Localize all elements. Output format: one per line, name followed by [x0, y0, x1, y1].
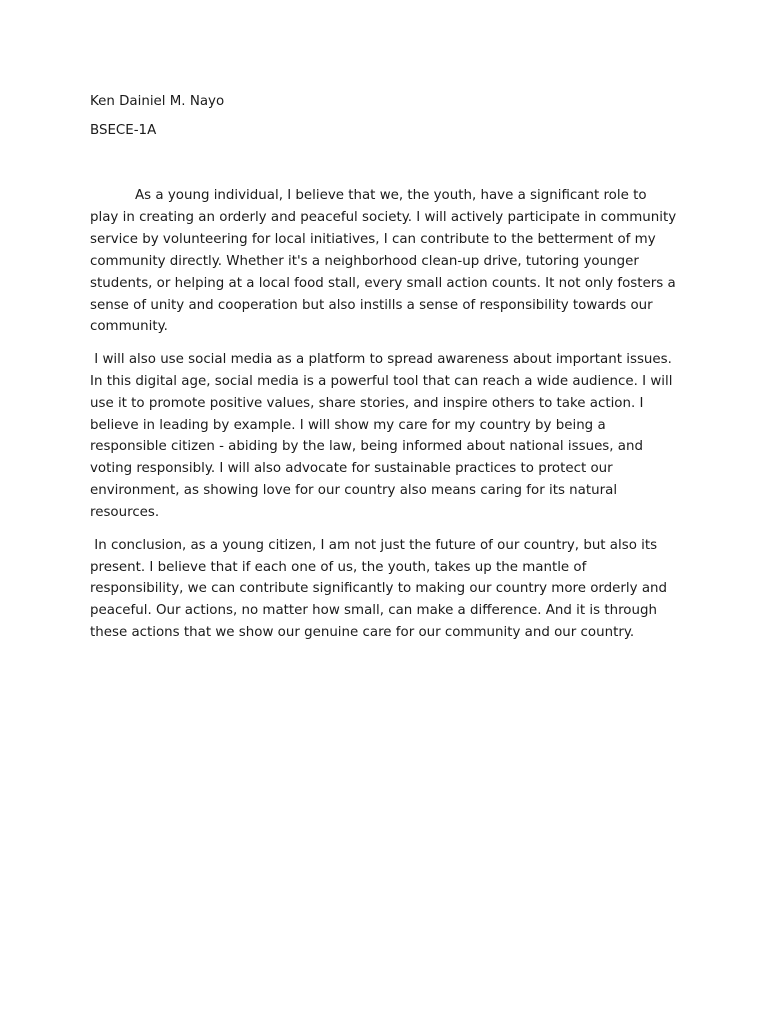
- paragraph-1: As a young individual, I believe that we, the youth, have a significant role to play in creating an orderly and peaceful society. I will actively participate in community service by volunteering for local initiatives, I can contribute to the betterment of my community directly. Whether it's a neighborhood clean-up drive, tutoring younger students, or helping at a local food stall, every small action counts. It not only fosters a sense of unity and cooperation but also instills a sense of responsibility towards our community.: [90, 188, 677, 335]
- author-section: BSECE-1A: [90, 123, 157, 138]
- paragraph-2: I will also use social media as a platform to spread awareness about important issues. In this digital age, social media is a powerful tool that can reach a wide audience. I will use it to promote positive values, share stories, and inspire others to take action. I believe in leading by example. I will show my care for my country by being a responsible citizen - abiding by the law, being informed about national issues, and voting responsibly. I will also advocate for sustainable practices to protect our environment, as showing love for our country also means caring for its natural resources.: [90, 351, 677, 521]
- author-name: Ken Dainiel M. Nayo: [90, 94, 225, 109]
- paragraph-3: In conclusion, as a young citizen, I am not just the future of our country, but also its present. I believe that if each one of us, the youth, takes up the mantle of responsibility, we can contribute significantly to making our country more orderly and peaceful. Our actions, no matter how small, can make a difference. And it is through these actions that we show our genuine care for our community and our country.: [90, 537, 672, 641]
- header-spacer: [90, 150, 678, 185]
